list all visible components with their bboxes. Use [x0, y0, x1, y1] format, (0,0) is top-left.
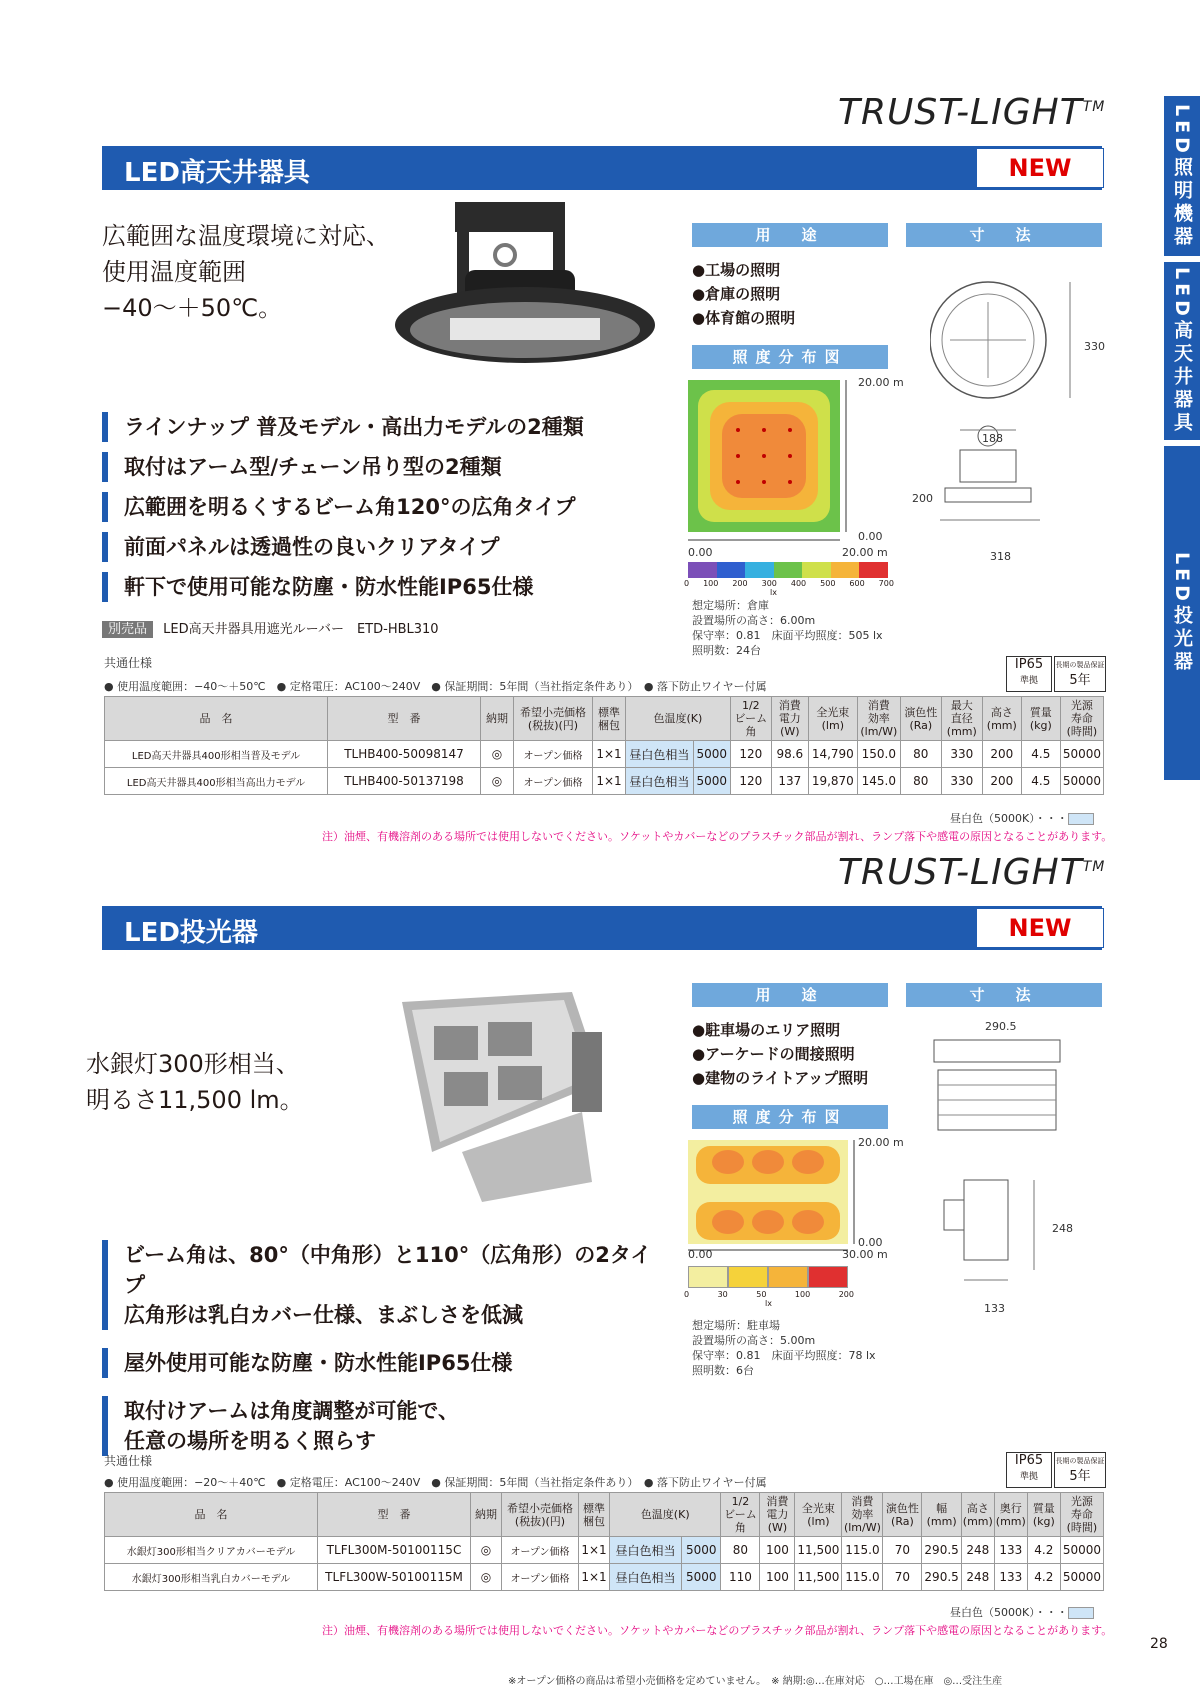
option-line: [102, 618, 439, 637]
axis-top-label: 20.00 m: [858, 376, 904, 389]
new-badge: NEW: [976, 148, 1104, 188]
lead-text: 広範囲な温度環境に対応、 使用温度範囲 −40〜＋50℃。: [102, 222, 390, 322]
dimension-heading: 寸 法: [906, 223, 1102, 247]
dim-width: 290.5: [985, 1020, 1017, 1033]
dim-height: 248: [1052, 1222, 1073, 1235]
dim-bottom: 318: [990, 550, 1011, 563]
dim-height: 200: [912, 492, 933, 505]
distribution-heading: 照度分布図: [692, 345, 888, 369]
section-title: LED高天井器具: [124, 158, 310, 188]
use-heading: 用 途: [692, 983, 888, 1007]
floodlight-image: [372, 992, 632, 1212]
axis-top-label: 20.00 m: [858, 1136, 904, 1149]
color-scale: [688, 562, 888, 578]
feature-list: ビーム角は、80°（中角形）と110°（広角形）の2タイプ 広角形は乳白カバー仕様、まぶしさを低減 屋外使用可能な防塵・防水性能IP65仕様 取付けアームは角度調整が可能で、 任意の場所を明るく照らす: [102, 1240, 662, 1456]
ip-rating-badge: IP65 準拠: [1006, 656, 1052, 692]
footer-note: ※オープン価格の商品は希望小売価格を定めていません。 ※ 納期:◎…在庫対応 ○…工場在庫 ◎…受注生産: [508, 1676, 1003, 1687]
color-scale: [688, 1266, 848, 1288]
axis-zero-label: 0.00: [858, 530, 883, 543]
page-number: 28: [1150, 1636, 1168, 1652]
lead-text: 水銀灯300形相当、 明るさ11,500 lm。: [86, 1050, 304, 1114]
table-row: LED高天井器具400形相当普及モデル TLHB400-50098147 ◎ オープン価格 1×1 昼白色相当 5000 120 98.6 14,790 150.0 80 330 200 4.5 50000: [105, 741, 1104, 768]
common-spec-title: 共通仕様: [104, 656, 153, 670]
table-row: 水銀灯300形相当クリアカバーモデル TLFL300M-50100115C ◎ オープン価格 1×1 昼白色相当 5000 80 100 11,500 115.0 70 290.5 248 133 4.2 50000: [105, 1537, 1104, 1564]
common-spec-list: ● 使用温度範囲：−20〜＋40℃ ● 定格電圧：AC100〜240V ● 保証期間：5年間（当社指定条件あり） ● 落下防止ワイヤー付属: [104, 1476, 767, 1489]
option-text: LED高天井器具用遮光ルーバー ETD-HBL310: [163, 622, 439, 637]
scale-ticks: 0 30 50 100 200: [684, 1290, 854, 1299]
warranty-badge: 長期の製品保証 5年: [1054, 1452, 1106, 1488]
conditions: 想定場所：倉庫 設置場所の高さ：6.00m 保守率：0.81 床面平均照度：505 lx 照明数：24台: [692, 599, 883, 657]
use-heading: 用 途: [692, 223, 888, 247]
ip-rating-badge: IP65 準拠: [1006, 1452, 1052, 1488]
color-legend: 昼白色（5000K）・・・: [950, 810, 1094, 826]
distribution-heading: 照度分布図: [692, 1105, 888, 1129]
caution-note: 注）油煙、有機溶剤のある場所では使用しないでください。ソケットやカバーなどのプラスチック部品が割れ、ランプ落下や感電の原因となることがあります。: [322, 830, 1113, 843]
use-list: ●工場の照明 ●倉庫の照明 ●体育館の照明: [692, 261, 796, 327]
high-bay-light-image: [395, 200, 675, 400]
section-title-bar: [102, 146, 1102, 190]
side-tab-lighting[interactable]: LED照明機器: [1164, 96, 1200, 256]
axis-right-label: 20.00 m: [842, 546, 888, 559]
color-legend: 昼白色（5000K）・・・: [950, 1604, 1094, 1620]
illuminance-map: [688, 1140, 858, 1260]
common-spec-title: 共通仕様: [104, 1454, 153, 1468]
common-spec-list: ● 使用温度範囲：−40〜＋50℃ ● 定格電圧：AC100〜240V ● 保証期間：5年間（当社指定条件あり） ● 落下防止ワイヤー付属: [104, 680, 767, 693]
side-tab-floodlight[interactable]: LED投光器: [1164, 446, 1200, 780]
table-row: 水銀灯300形相当乳白カバーモデル TLFL300W-50100115M ◎ オープン価格 1×1 昼白色相当 5000 110 100 11,500 115.0 70 290.5 248 133 4.2 50000: [105, 1564, 1104, 1591]
dim-width: 188: [982, 432, 1003, 445]
feature-list: ラインナップ 普及モデル・高出力モデルの2種類 取付はアーム型/チェーン吊り型の2種類 広範囲を明るくするビーム角120°の広角タイプ 前面パネルは透過性の良いクリアタイプ 軒下で使用可能な防塵・防水性能IP65仕様: [102, 412, 622, 602]
warranty-badge: 長期の製品保証 5年: [1054, 656, 1106, 692]
table-header: 品 名 型 番 納期 希望小売価格 (税抜)(円) 標準 梱包 色温度(K) 1/2 ビーム角 消費 電力 (W) 全光束 (lm) 消費 効率 (lm/W) 演色性 (Ra) 最大 直径 (mm) 高さ (mm) 質量 (kg) 光源 寿命 (時間): [105, 697, 1104, 741]
axis-right-label: 30.00 m: [842, 1248, 888, 1261]
scale-unit: lx: [770, 588, 777, 597]
caution-note: 注）油煙、有機溶剤のある場所では使用しないでください。ソケットやカバーなどのプラスチック部品が割れ、ランプ落下や感電の原因となることがあります。: [322, 1624, 1113, 1637]
brand-logo: TRUST-LIGHT™: [838, 852, 1106, 893]
use-list: ●駐車場のエリア照明 ●アーケードの間接照明 ●建物のライトアップ照明: [692, 1021, 869, 1087]
table-row: LED高天井器具400形相当高出力モデル TLHB400-50137198 ◎ オープン価格 1×1 昼白色相当 5000 120 137 19,870 145.0 80 330 200 4.5 50000: [105, 768, 1104, 795]
axis-zero-label: 0.00: [858, 1236, 883, 1249]
scale-unit: lx: [765, 1299, 772, 1308]
brand-logo: TRUST-LIGHT™: [838, 92, 1106, 133]
option-label: 別売品: [102, 621, 153, 638]
conditions: 想定場所：駐車場 設置場所の高さ：5.00m 保守率：0.81 床面平均照度：78 lx 照明数：6台: [692, 1319, 876, 1377]
dim-diameter: 330: [1084, 340, 1105, 353]
dim-depth: 133: [984, 1302, 1005, 1315]
section-title: LED投光器: [124, 918, 258, 948]
section-title-bar: [102, 906, 1102, 950]
new-badge: NEW: [976, 908, 1104, 948]
dimension-drawing: [924, 1030, 1074, 1300]
axis-origin-label: 0.00: [688, 546, 713, 559]
side-tab-high-bay[interactable]: LED高天井器具: [1164, 262, 1200, 440]
axis-origin-label: 0.00: [688, 1248, 713, 1261]
table-header: 品 名 型 番 納期 希望小売価格 (税抜)(円) 標準 梱包 色温度(K) 1/2 ビーム角 消費 電力 (W) 全光束 (lm) 消費 効率 (lm/W) 演色性 (Ra) 幅 (mm) 高さ (mm) 奥行 (mm) 質量 (kg) 光源 寿命 (時間): [105, 1493, 1104, 1537]
dimension-heading: 寸 法: [906, 983, 1102, 1007]
scale-ticks: 0 100 200 300 400 500 600 700: [684, 579, 894, 588]
spec-table: [104, 696, 1104, 795]
spec-table: [104, 1492, 1104, 1591]
illuminance-map: [688, 380, 848, 550]
dimension-drawing: [930, 270, 1110, 560]
